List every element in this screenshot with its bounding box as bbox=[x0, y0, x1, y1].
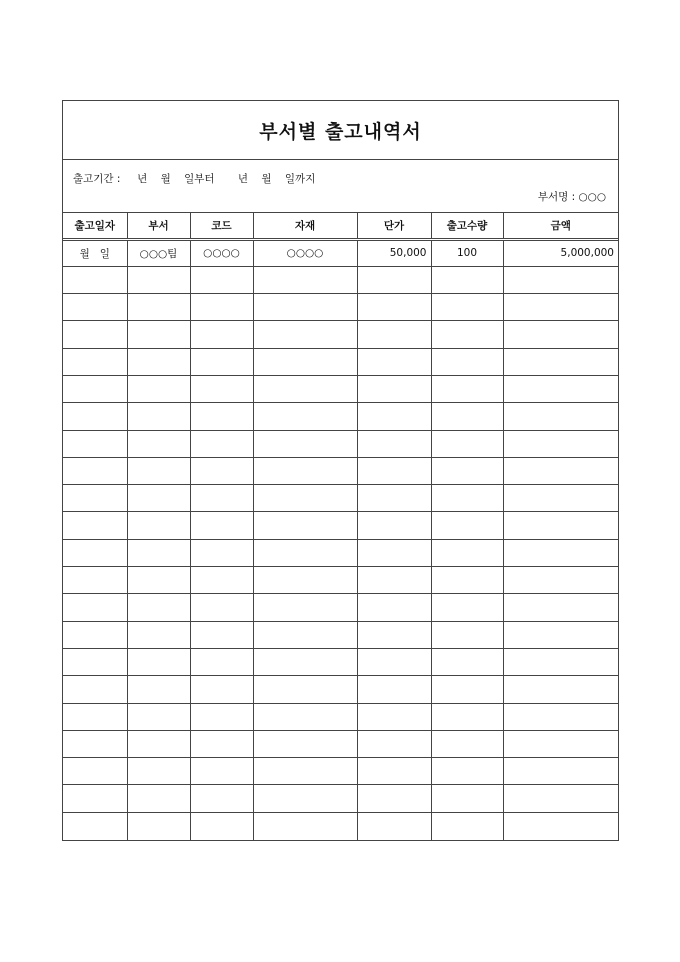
empty-cell bbox=[253, 812, 357, 839]
empty-cell bbox=[357, 375, 431, 402]
empty-cell bbox=[190, 457, 253, 484]
empty-cell bbox=[431, 785, 503, 812]
empty-cell bbox=[503, 676, 618, 703]
empty-cell bbox=[503, 758, 618, 785]
cell-code: ○○○○ bbox=[190, 239, 253, 266]
empty-cell bbox=[253, 758, 357, 785]
empty-cell bbox=[190, 785, 253, 812]
empty-cell bbox=[357, 266, 431, 293]
empty-cell bbox=[190, 621, 253, 648]
empty-cell bbox=[127, 594, 190, 621]
empty-cell bbox=[357, 539, 431, 566]
empty-cell bbox=[357, 457, 431, 484]
empty-cell bbox=[127, 539, 190, 566]
empty-cell bbox=[503, 348, 618, 375]
cell-material: ○○○○ bbox=[253, 239, 357, 266]
empty-cell bbox=[127, 266, 190, 293]
empty-cell bbox=[503, 321, 618, 348]
empty-cell bbox=[357, 676, 431, 703]
empty-cell bbox=[431, 730, 503, 757]
empty-cell bbox=[431, 512, 503, 539]
empty-cell bbox=[503, 730, 618, 757]
empty-cell bbox=[127, 785, 190, 812]
department-field: 부서명 : ○○○ bbox=[537, 191, 606, 203]
empty-cell bbox=[63, 703, 127, 730]
empty-cell bbox=[503, 512, 618, 539]
empty-cell bbox=[503, 266, 618, 293]
empty-cell bbox=[431, 621, 503, 648]
empty-cell bbox=[63, 375, 127, 402]
cell-department: ○○○팀 bbox=[127, 239, 190, 266]
cell-date: 월 일 bbox=[63, 239, 127, 266]
empty-cell bbox=[253, 294, 357, 321]
empty-cell bbox=[253, 403, 357, 430]
table-row bbox=[63, 348, 618, 375]
empty-cell bbox=[431, 403, 503, 430]
empty-cell bbox=[63, 648, 127, 675]
empty-cell bbox=[253, 676, 357, 703]
empty-cell bbox=[253, 512, 357, 539]
empty-cell bbox=[253, 594, 357, 621]
empty-cell bbox=[503, 703, 618, 730]
header-code: 코드 bbox=[190, 213, 253, 239]
table-row bbox=[63, 758, 618, 785]
empty-cell bbox=[190, 812, 253, 839]
table-row bbox=[63, 676, 618, 703]
empty-cell bbox=[431, 375, 503, 402]
table-row bbox=[63, 648, 618, 675]
empty-cell bbox=[127, 430, 190, 457]
empty-cell bbox=[190, 375, 253, 402]
empty-cell bbox=[357, 785, 431, 812]
info-section bbox=[63, 160, 618, 213]
empty-cell bbox=[190, 648, 253, 675]
empty-cell bbox=[431, 758, 503, 785]
empty-cell bbox=[127, 321, 190, 348]
empty-cell bbox=[431, 676, 503, 703]
empty-cell bbox=[63, 485, 127, 512]
empty-cell bbox=[253, 430, 357, 457]
table-row bbox=[63, 621, 618, 648]
empty-cell bbox=[63, 539, 127, 566]
table-row bbox=[63, 403, 618, 430]
empty-cell bbox=[431, 567, 503, 594]
table-row bbox=[63, 512, 618, 539]
empty-cell bbox=[63, 512, 127, 539]
empty-cell bbox=[503, 375, 618, 402]
empty-cell bbox=[357, 594, 431, 621]
empty-cell bbox=[127, 567, 190, 594]
empty-cell bbox=[190, 485, 253, 512]
header-material: 자재 bbox=[253, 213, 357, 239]
empty-cell bbox=[190, 266, 253, 293]
empty-cell bbox=[127, 457, 190, 484]
header-department: 부서 bbox=[127, 213, 190, 239]
header-unit-price: 단가 bbox=[357, 213, 431, 239]
empty-cell bbox=[253, 730, 357, 757]
empty-cell bbox=[63, 676, 127, 703]
empty-cell bbox=[431, 485, 503, 512]
empty-cell bbox=[503, 812, 618, 839]
empty-cell bbox=[357, 648, 431, 675]
empty-cell bbox=[190, 567, 253, 594]
empty-cell bbox=[127, 758, 190, 785]
empty-cell bbox=[253, 703, 357, 730]
period-field: 출고기간 : 년 월 일부터 년 월 일까지 bbox=[73, 173, 316, 185]
empty-cell bbox=[431, 348, 503, 375]
empty-cell bbox=[503, 403, 618, 430]
empty-cell bbox=[63, 812, 127, 839]
empty-cell bbox=[253, 321, 357, 348]
empty-cell bbox=[127, 348, 190, 375]
empty-cell bbox=[431, 430, 503, 457]
outgoing-statement-sheet bbox=[62, 100, 619, 841]
table-row bbox=[63, 594, 618, 621]
empty-cell bbox=[253, 567, 357, 594]
empty-cell bbox=[63, 266, 127, 293]
empty-cell bbox=[253, 621, 357, 648]
empty-cell bbox=[357, 294, 431, 321]
empty-cell bbox=[431, 648, 503, 675]
empty-cell bbox=[63, 430, 127, 457]
empty-cell bbox=[357, 758, 431, 785]
empty-cell bbox=[63, 785, 127, 812]
table-row bbox=[63, 457, 618, 484]
empty-cell bbox=[503, 539, 618, 566]
empty-cell bbox=[503, 485, 618, 512]
empty-cell bbox=[127, 812, 190, 839]
table-row bbox=[63, 239, 618, 266]
cell-unit-price: 50,000 bbox=[357, 239, 431, 266]
empty-cell bbox=[431, 294, 503, 321]
empty-cell bbox=[127, 294, 190, 321]
empty-cell bbox=[357, 567, 431, 594]
table-header-row bbox=[63, 213, 618, 239]
empty-cell bbox=[63, 594, 127, 621]
empty-cell bbox=[431, 539, 503, 566]
empty-cell bbox=[503, 294, 618, 321]
empty-cell bbox=[357, 485, 431, 512]
empty-cell bbox=[253, 375, 357, 402]
empty-cell bbox=[63, 321, 127, 348]
empty-cell bbox=[357, 812, 431, 839]
empty-cell bbox=[253, 539, 357, 566]
table-row bbox=[63, 375, 618, 402]
empty-cell bbox=[190, 703, 253, 730]
empty-cell bbox=[127, 621, 190, 648]
empty-cell bbox=[357, 621, 431, 648]
empty-cell bbox=[190, 403, 253, 430]
header-amount: 금액 bbox=[503, 213, 618, 239]
table-row bbox=[63, 266, 618, 293]
empty-cell bbox=[503, 621, 618, 648]
empty-cell bbox=[63, 294, 127, 321]
empty-cell bbox=[357, 730, 431, 757]
empty-cell bbox=[190, 730, 253, 757]
table-row bbox=[63, 785, 618, 812]
header-quantity: 출고수량 bbox=[431, 213, 503, 239]
empty-cell bbox=[253, 485, 357, 512]
empty-cell bbox=[63, 348, 127, 375]
empty-cell bbox=[253, 348, 357, 375]
empty-cell bbox=[431, 321, 503, 348]
empty-cell bbox=[63, 730, 127, 757]
empty-cell bbox=[63, 621, 127, 648]
empty-cell bbox=[127, 703, 190, 730]
empty-cell bbox=[253, 266, 357, 293]
empty-cell bbox=[63, 758, 127, 785]
empty-cell bbox=[503, 567, 618, 594]
empty-cell bbox=[357, 403, 431, 430]
table-row bbox=[63, 321, 618, 348]
empty-cell bbox=[127, 512, 190, 539]
cell-amount: 5,000,000 bbox=[503, 239, 618, 266]
empty-cell bbox=[503, 430, 618, 457]
empty-cell bbox=[431, 266, 503, 293]
empty-cell bbox=[503, 594, 618, 621]
empty-cell bbox=[127, 375, 190, 402]
empty-cell bbox=[253, 457, 357, 484]
empty-cell bbox=[431, 594, 503, 621]
empty-cell bbox=[190, 594, 253, 621]
empty-cell bbox=[253, 648, 357, 675]
table-row bbox=[63, 730, 618, 757]
document-title: 부서별 출고내역서 bbox=[63, 101, 618, 160]
empty-cell bbox=[431, 457, 503, 484]
empty-cell bbox=[503, 648, 618, 675]
empty-cell bbox=[190, 539, 253, 566]
empty-cell bbox=[127, 676, 190, 703]
empty-cell bbox=[190, 294, 253, 321]
empty-cell bbox=[63, 403, 127, 430]
empty-cell bbox=[127, 485, 190, 512]
empty-cell bbox=[357, 430, 431, 457]
outgoing-table bbox=[63, 213, 618, 840]
empty-cell bbox=[190, 348, 253, 375]
empty-cell bbox=[127, 730, 190, 757]
empty-cell bbox=[190, 676, 253, 703]
empty-cell bbox=[357, 321, 431, 348]
empty-cell bbox=[190, 512, 253, 539]
empty-cell bbox=[127, 648, 190, 675]
empty-cell bbox=[63, 457, 127, 484]
table-row bbox=[63, 430, 618, 457]
table-row bbox=[63, 294, 618, 321]
table-row bbox=[63, 539, 618, 566]
empty-cell bbox=[503, 457, 618, 484]
empty-cell bbox=[190, 321, 253, 348]
table-row bbox=[63, 812, 618, 839]
empty-cell bbox=[357, 703, 431, 730]
empty-cell bbox=[503, 785, 618, 812]
empty-cell bbox=[253, 785, 357, 812]
header-date: 출고일자 bbox=[63, 213, 127, 239]
empty-cell bbox=[63, 567, 127, 594]
empty-cell bbox=[190, 758, 253, 785]
empty-cell bbox=[431, 812, 503, 839]
table-row bbox=[63, 485, 618, 512]
empty-cell bbox=[357, 512, 431, 539]
cell-quantity: 100 bbox=[431, 239, 503, 266]
empty-cell bbox=[431, 703, 503, 730]
table-row bbox=[63, 703, 618, 730]
empty-cell bbox=[127, 403, 190, 430]
table-row bbox=[63, 567, 618, 594]
empty-cell bbox=[190, 430, 253, 457]
empty-cell bbox=[357, 348, 431, 375]
